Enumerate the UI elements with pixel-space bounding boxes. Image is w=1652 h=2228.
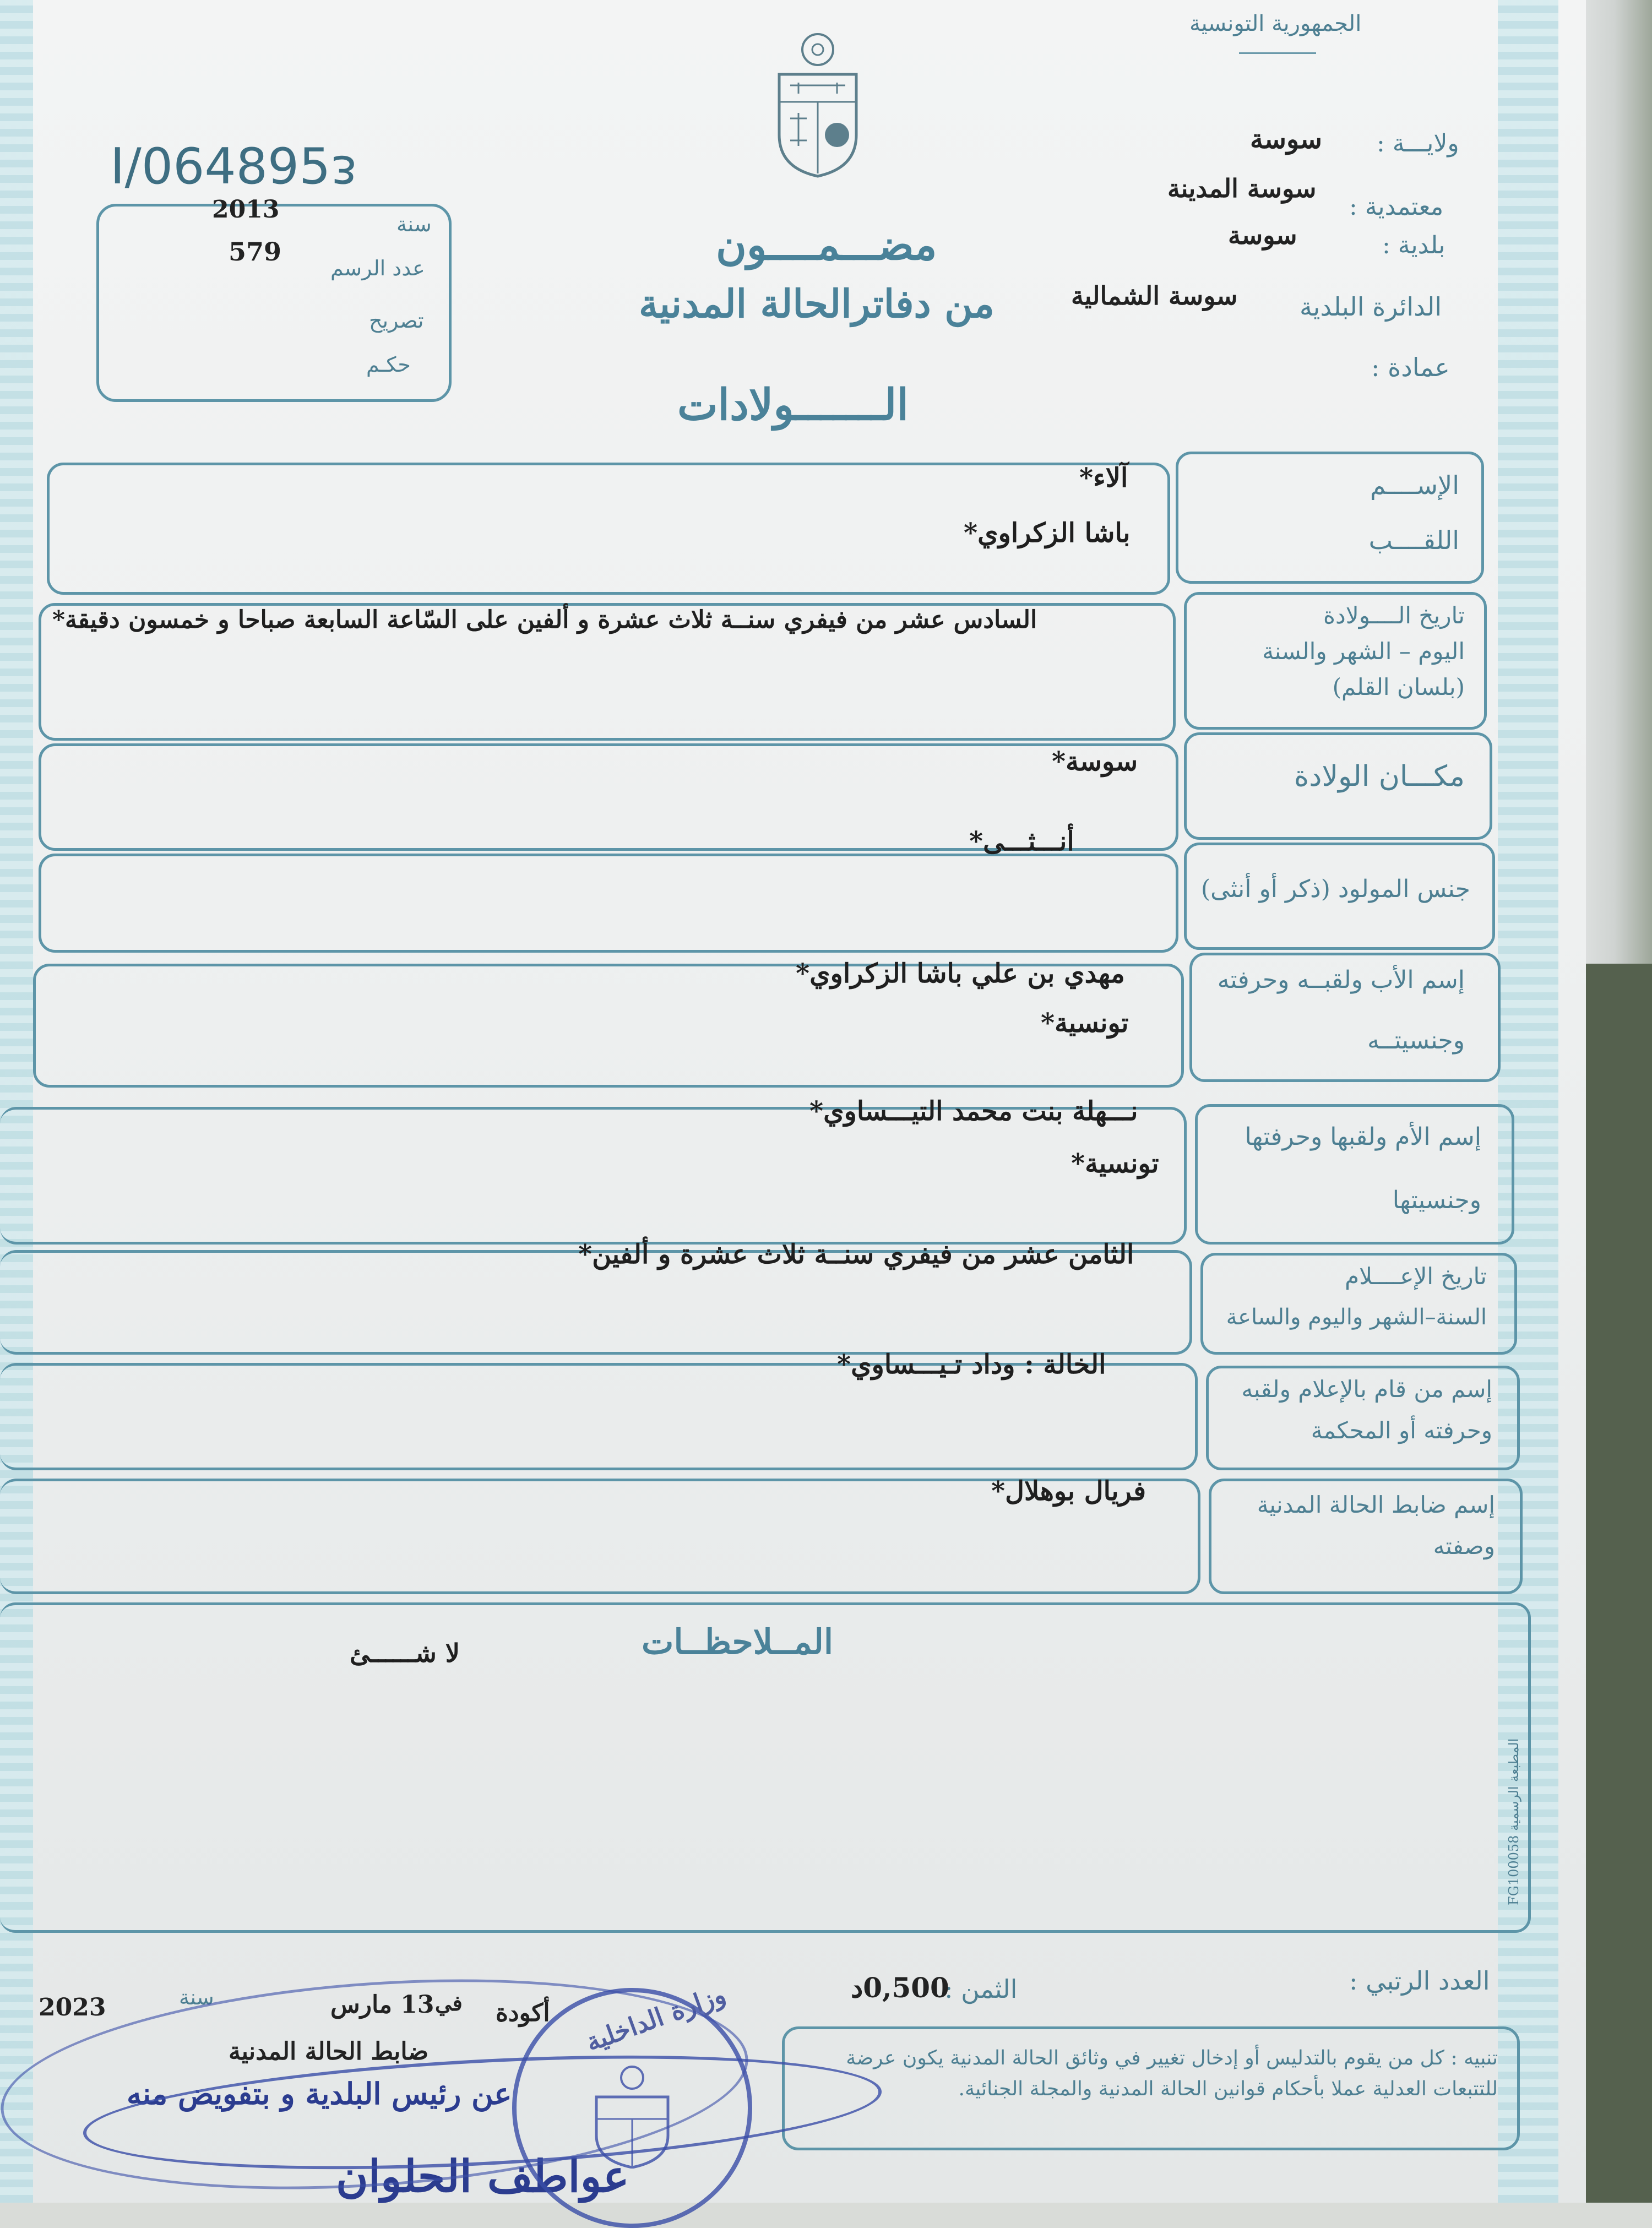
footer-date-prefix: في (435, 1991, 463, 2015)
footer-date-value: 13 مارس (330, 1991, 434, 2019)
name-value: آلاء* (1079, 463, 1128, 493)
father-value: مهدي بن علي باشا الزكراوي* (796, 958, 1125, 989)
footer-place: أكودة (496, 1999, 550, 2027)
footer-year-label: سنة (179, 1985, 214, 2009)
officer-value: فريال بوهلال* (991, 1476, 1146, 1507)
municipality-value: سوسة (1228, 220, 1297, 250)
delegation-value: سوسة المدينة (1167, 173, 1317, 203)
republic-label: الجمهورية التونسية (1189, 11, 1362, 36)
birthdate-label-3: (بلسان القلم) (1332, 673, 1465, 700)
birthdate-label-2: اليوم – الشهر والسنة (1262, 638, 1465, 665)
warning-text: تنبيه : كل من يقوم بالتدليس أو إدخال تغيير في وثائق الحالة المدنية يكون عرضة للتتبعات العدلية عملا بأحكام قوانين الحالة المدنية والمجلة الجنائية. (846, 2047, 1498, 2100)
ordinal-number-label: العدد الرتبي : (1349, 1966, 1490, 1996)
reg-declaration-label: تصريح (369, 308, 424, 333)
mother-nationality: تونسية* (1071, 1148, 1159, 1179)
surname-label: اللقــــب (1368, 525, 1459, 555)
footer-year-value: 2023 (39, 1993, 106, 2021)
name-label: الإســــم (1370, 470, 1459, 500)
reg-number-value: 579 (229, 237, 282, 267)
declarant-value: الخالة : وداد تـيـــساوي* (837, 1349, 1106, 1380)
birthdate-label-1: تاريخ الــــولادة (1323, 602, 1465, 629)
sex-label: جنس المولود (ذكر أو أنثى) (1200, 875, 1470, 903)
father-label-2: وجنسيتــه (1367, 1026, 1465, 1055)
remarks-label: المــلاحظــات (642, 1622, 834, 1662)
mother-value-cell (0, 1107, 1187, 1245)
reg-year-value: 2013 (212, 195, 280, 224)
remarks-value: لا شــــــئ (350, 1638, 460, 1668)
municipal-district-label: الدائرة البلدية (1300, 292, 1442, 322)
reg-number-label: عدد الرسم (330, 256, 425, 280)
sex-value-cell (39, 854, 1178, 953)
title-births: الـــــــولادات (677, 380, 909, 430)
father-label-1: إسم الأب ولقبــه وحرفته (1217, 966, 1465, 994)
stamp-text: وزارة الداخلية (582, 1979, 730, 2057)
governorate-value: سوسة (1250, 124, 1322, 155)
surname-value: باشا الزكراوي* (964, 518, 1131, 548)
declaration-date-label-1: تاريخ الإعــــلام (1345, 1263, 1487, 1290)
father-nationality: تونسية* (1041, 1008, 1129, 1039)
reg-judgment-label: حكـم (366, 352, 411, 377)
sex-value: أنـــثـــى* (969, 826, 1074, 857)
title-extract: مضـــمــــون (716, 220, 937, 269)
delegation-text: عن رئيس البلدية و بتفويض منه (127, 2076, 512, 2111)
declaration-date-value: الثامن عشر من فيفري سنــة ثلاث عشرة و ألفين* (578, 1239, 1134, 1270)
mother-label-2: وجنسيتها (1392, 1186, 1481, 1214)
officer-label-2: وصفته (1433, 1533, 1495, 1559)
municipality-label: بلدية : (1382, 231, 1446, 259)
governorate-label: ولايـــة : (1377, 129, 1459, 157)
birthplace-value: سوسة* (1052, 746, 1138, 777)
declaration-date-label-2: السنة–الشهر واليوم والساعة (1226, 1305, 1487, 1330)
mother-value: نـــهلة بنت محمد التيـــساوي* (809, 1096, 1138, 1127)
municipal-district-value: سوسة الشمالية (1071, 281, 1238, 311)
background-surface (1586, 964, 1652, 2203)
printer-mark: المطبعة الرسمية FG100058 (1506, 1738, 1521, 1905)
declarant-label-2: وحرفته أو المحكمة (1311, 1417, 1492, 1444)
birthplace-label: مكـــان الولادة (1294, 760, 1465, 793)
title-registers: من دفاترالحالة المدنية (639, 281, 995, 327)
tunisia-coat-of-arms-icon (768, 30, 867, 179)
mother-label-1: إسم الأم ولقبها وحرفتها (1245, 1123, 1481, 1151)
price-label: الثمن : (944, 1974, 1018, 2004)
delegation-label: معتمدية : (1349, 193, 1444, 221)
header-underline (1239, 52, 1316, 54)
price-value: 0,500د (851, 1971, 949, 2004)
birthdate-value: السادس عشر من فيفري سنــة ثلاث عشرة و ألفين على السّاعة السابعة صباحا و خمسون دقيقة* (52, 606, 1037, 634)
imada-label: عمادة : (1371, 352, 1450, 382)
serial-number: I/064895ᴈ (110, 138, 358, 195)
signature-name: عواطف الحلوان (336, 2150, 629, 2202)
civil-officer-title: ضابط الحالة المدنية (229, 2037, 429, 2066)
reg-year-label: سنة (396, 212, 432, 236)
officer-label-1: إسم ضابط الحالة المدنية (1257, 1491, 1495, 1518)
declarant-label-1: إسم من قام بالإعلام ولقبه (1241, 1376, 1492, 1403)
